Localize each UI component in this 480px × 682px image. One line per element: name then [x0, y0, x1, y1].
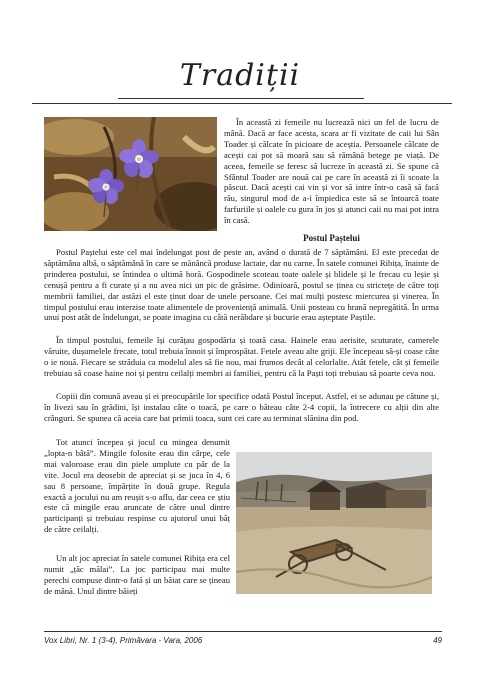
footer-rule: [44, 631, 442, 632]
page-number: 49: [433, 636, 442, 645]
section-heading: Postul Paștelui: [303, 233, 360, 243]
paragraph-2: În timpul postului, femeile își curățau gospodăria și toată casa. Hainele erau aerisite, scuturate, camerele văruite, dușumelele frecate, totul trebuia înnoit și împrospătat. Fetele aveau alte griji. Ele începeau să-și coase câte o ie nouă. Fiecare se străduia ca modelul ales să fie nou, mai frumos decât al celorlalte. Atât fetele, cât și femeile trebuiau să coase haine noi și pentru ceilalți membri ai familiei, pentru că la Paști toți trebuiau să poarte ceva nou.: [44, 335, 439, 378]
footer-publication: Vox Libri, Nr. 1 (3-4), Primăvara - Vara, 2006: [44, 636, 203, 645]
paragraph-1: Postul Paștelui este cel mai îndelungat post de peste an, având o durată de 7 săptămâni. El este precedat de săptămâna albă, o săptămână în care se mănâncă produse lactate, dar nu carne. În satele comunei Ribița, înainte de prinderea postului, se întindea o ultimă horă. Gospodinele scoteau toate oalele și blidele și le frecau cu leșie și cenușă pentru a fi curate și a nu avea nici un pic de grăsime. Odinioară, postul se ținea cu strictețe de către toți membrii familiei, dar astăzi el este ținut doar de unele persoane. Cei mai mulți postesc miercurea și vinerea. În timpul postului erau interzise toate alimentele de proveniență animală. Unii posteau cu hrană nepregătită. În urma unui post atât de îndelungat, se poate imagina cu câtă nerăbdare și bucurie erau așteptate Paștile.: [44, 247, 439, 323]
intro-paragraph: În această zi femeile nu lucrează nici un fel de lucru de mână. Dacă ar face acesta, scara ar fi vizitate de caii lui Sân Toader și călcate în picioare de aceștia. Persoanele călcate de acești cai pot să moară sau să rămână betege pe viață. De aceea, femeile se feresc să lucreze în această zi. Se spune că Sfântul Toader are nouă cai pe care în această zi îi scoate la păscut. Dacă acești cai vin și vor să intre într-o casă să facă rău, singurul mod de a-i împiedica este să se întoarcă toate farfuriile și oalele cu gura în jos și atunci caii nu mai pot intra în casă.: [224, 117, 439, 226]
village-photo: [236, 452, 432, 594]
flower-photo: [44, 117, 217, 231]
page-title: Tradiții: [179, 58, 301, 93]
title-rule-bottom: [32, 103, 452, 104]
village-photo-graphic: [236, 452, 432, 594]
paragraph-3: Copiii din comună aveau și ei preocupările lor specifice odată Postul început. Astfel, ei se adunau pe cătune și, în livezi sau în grădini, își instalau câte o toacă, pe care o băteau câte 2-4 copii, la întrecere cu alții din alte crânguri. Se spunea că aceia care bat primii toaca, sunt cei care au terminat slănina din pod.: [44, 391, 439, 423]
paragraph-4: Tot atunci începea și jocul cu mingea denumit „lopta-n bâtă”. Mingile folosite erau din cârpe, cele mai valoroase erau din piele umplute cu păr de la vite. Jocul era deosebit de apreciat și se juca în 4, 6 sau 8 persoane, împărțite în două grupe. Regula exactă a jocului nu am reușit s-o aflu, dar ceea ce știu este că mingile erau aruncate de către unul dintre participanți și trebuiau respinse cu ajutorul unui băț de către ceilalți.: [44, 437, 230, 535]
title-rule-top: [118, 98, 364, 99]
paragraph-5: Un alt joc apreciat în satele comunei Ribița era cel numit „țăc mălai”. La joc participau mai multe perechi compuse dintr-o fată și un băiat care se țineau de mână. Unul dintre băieți: [44, 553, 230, 596]
flower-photo-graphic: [44, 117, 217, 231]
